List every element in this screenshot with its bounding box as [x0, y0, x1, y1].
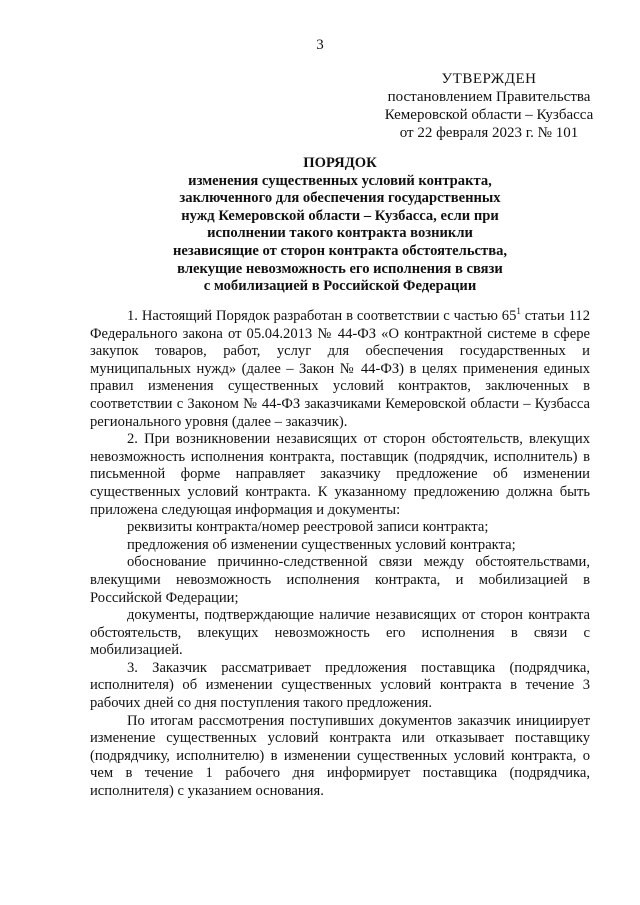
approval-stamp: [374, 70, 604, 142]
title-line: нужд Кемеровской области – Кузбасса, если при: [181, 207, 499, 224]
approval-heading: УТВЕРЖДЕН: [441, 71, 537, 87]
title-line: независящие от сторон контракта обстоятельства,: [172, 242, 508, 259]
list-item: документы, подтверждающие наличие независящих от сторон контракта обстоятельств, влекущих невозможность его исполнения в связи с мобилизацией.: [90, 607, 590, 659]
title-line: изменения существенных условий контракта,: [188, 172, 492, 189]
approval-line: постановлением Правительства: [387, 89, 591, 105]
paragraph-4: По итогам рассмотрения поступивших документов заказчик инициирует изменение существенных условий контракта или отказывает поставщику (подрядчику, исполнителю) в изменении существенных условий контракта, о чем в течение 1 рабочего дня информирует поставщика (подрядчика, исполнителя) с указанием основания.: [90, 712, 590, 800]
paragraph-2: 2. При возникновении независящих от сторон обстоятельств, влекущих невозможность исполнения контракта, поставщик (подрядчик, исполнитель) в письменной форме направляет заказчику предложение об изменении существенных условий контракта. К указанному предложению должна быть приложена следующая информация и документы:: [90, 431, 590, 518]
page-number: 3: [316, 37, 324, 53]
approval-line: от 22 февраля 2023 г. № 101: [399, 125, 579, 141]
paragraph-1: [90, 308, 590, 431]
list-item: обоснование причинно-следственной связи между обстоятельствами, влекущими невозможность исполнения контракта, и мобилизацией в Российской Федерации;: [90, 554, 590, 606]
title-main: ПОРЯДОК: [303, 155, 377, 171]
paragraph-3: 3. Заказчик рассматривает предложения поставщика (подрядчика, исполнителя) об изменении существенных условий контракта в течение 3 рабочих дней со дня поступления такого предложения.: [90, 659, 590, 712]
title-line: заключенного для обеспечения государственных: [179, 190, 501, 207]
paragraph-1-rest: статьи 112 Федерального закона от 05.04.2013 № 44-ФЗ «О контрактной системе в сфере закупок товаров, работ, услуг для обеспечения государственных и муниципальных нужд» (далее – Закон № 44-ФЗ) в целях применения единых правил изменения существенных условий контрактов, заключенных в соответствии с Законом № 44-ФЗ заказчиками Кемеровской области – Кузбасса регионального уровня (далее – заказчик).: [90, 308, 590, 430]
list-item: предложения об изменении существенных условий контракта;: [127, 536, 516, 553]
title-line: исполнении такого контракта возникли: [207, 225, 473, 242]
list-item: реквизиты контракта/номер реестровой записи контракта;: [127, 519, 489, 536]
title-line: с мобилизацией в Российской Федерации: [203, 278, 477, 295]
approval-line: Кемеровской области – Кузбасса: [384, 107, 594, 123]
paragraph-1-superscript: 1: [516, 306, 521, 316]
document-title: [90, 155, 590, 296]
document-body: [90, 308, 590, 801]
title-line: влекущие невозможность его исполнения в связи: [177, 260, 503, 277]
paragraph-1-start: 1. Настоящий Порядок разработан в соответствии с частью 65: [127, 308, 517, 324]
